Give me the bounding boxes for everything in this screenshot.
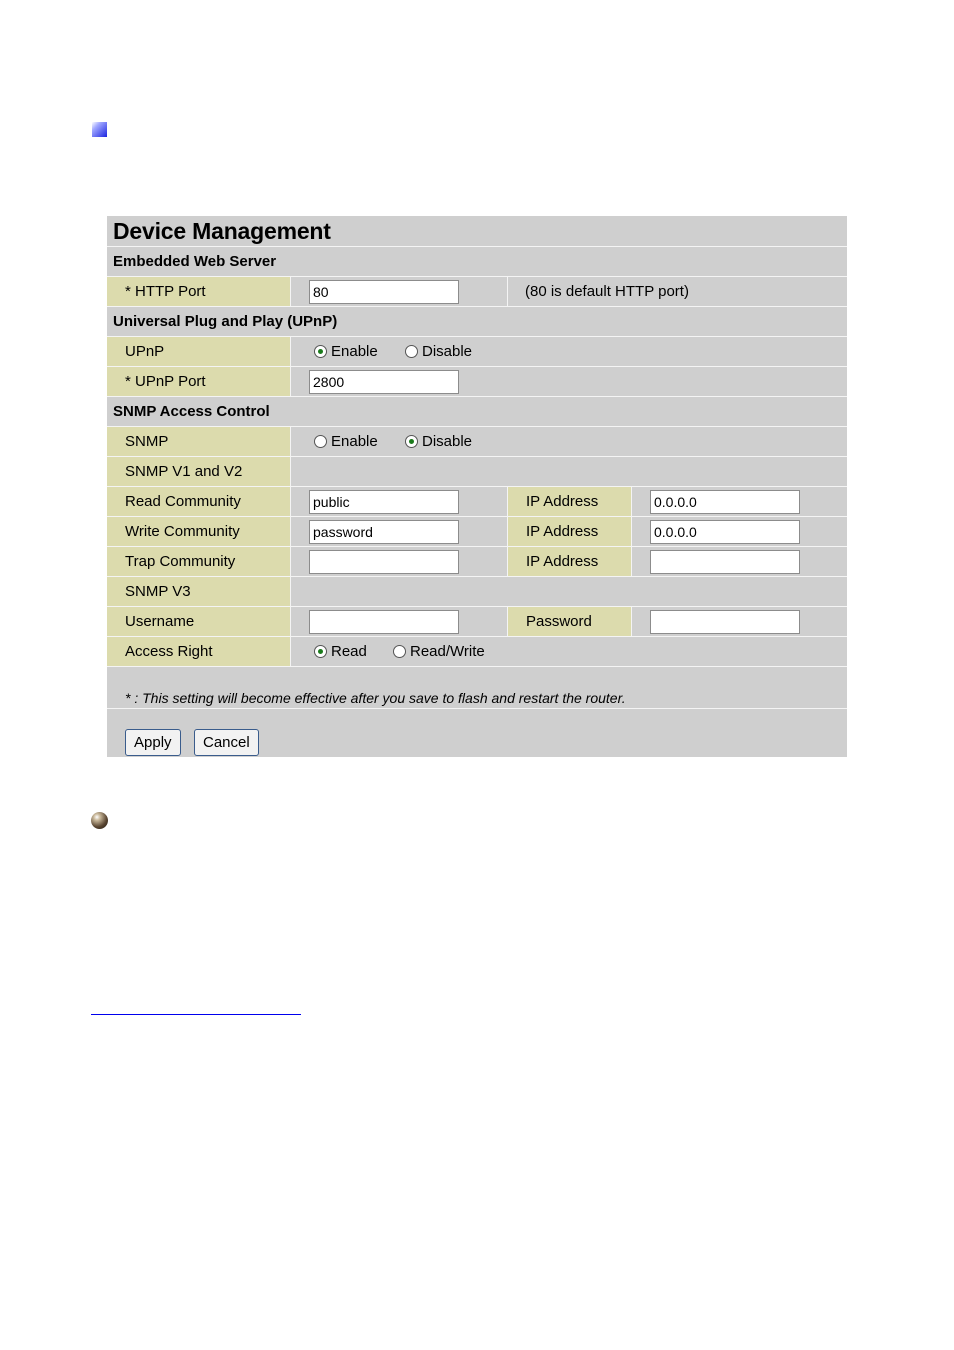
- snmp-enable-label: Enable: [331, 433, 378, 450]
- upnp-row: [107, 337, 847, 367]
- section-snmp: SNMP Access Control: [107, 397, 847, 427]
- upnp-enable-option[interactable]: [314, 337, 378, 366]
- username-input[interactable]: [309, 610, 459, 634]
- username-label: Username: [107, 607, 291, 636]
- write-community-row: [107, 517, 847, 547]
- access-read-label: Read: [331, 643, 367, 660]
- trap-community-row: [107, 547, 847, 577]
- read-community-row: [107, 487, 847, 517]
- write-ip-label: IP Address: [507, 517, 632, 546]
- section-upnp: Universal Plug and Play (UPnP): [107, 307, 847, 337]
- upnp-disable-label: Disable: [422, 343, 473, 360]
- access-readwrite-radio[interactable]: [393, 645, 406, 658]
- page-title: Device Management: [107, 216, 847, 247]
- access-readwrite-option[interactable]: [393, 637, 485, 666]
- snmp-v1v2-row: [107, 457, 847, 487]
- read-community-label: Read Community: [107, 487, 291, 516]
- snmp-v1v2-label: SNMP V1 and V2: [107, 457, 291, 486]
- snmp-v3-row: [107, 577, 847, 607]
- access-right-label: Access Right: [107, 637, 291, 666]
- divider: [507, 277, 508, 306]
- upnp-enable-radio[interactable]: [314, 345, 327, 358]
- read-ip-label: IP Address: [507, 487, 632, 516]
- write-community-input[interactable]: [309, 520, 459, 544]
- snmp-disable-label: Disable: [422, 433, 473, 450]
- http-port-note: (80 is default HTTP port): [525, 283, 689, 300]
- bullet-ball-icon: [91, 812, 108, 829]
- upnp-enable-label: Enable: [331, 343, 378, 360]
- apply-button[interactable]: Apply: [125, 729, 181, 756]
- password-label: Password: [507, 607, 632, 636]
- http-port-row: [107, 277, 847, 307]
- http-port-input[interactable]: [309, 280, 459, 304]
- snmp-row: [107, 427, 847, 457]
- trap-ip-label: IP Address: [507, 547, 632, 576]
- password-input[interactable]: [650, 610, 800, 634]
- trap-community-input[interactable]: [309, 550, 459, 574]
- section-embedded-web-server: Embedded Web Server: [107, 247, 847, 277]
- upnp-label: UPnP: [107, 337, 291, 366]
- trap-community-label: Trap Community: [107, 547, 291, 576]
- username-row: [107, 607, 847, 637]
- section-bullet-icon: [92, 122, 107, 137]
- read-ip-input[interactable]: [650, 490, 800, 514]
- snmp-disable-option[interactable]: [405, 427, 472, 456]
- snmp-label: SNMP: [107, 427, 291, 456]
- access-read-option[interactable]: [314, 637, 367, 666]
- access-readwrite-label: Read/Write: [410, 643, 485, 660]
- read-community-input[interactable]: [309, 490, 459, 514]
- trap-ip-input[interactable]: [650, 550, 800, 574]
- cancel-button[interactable]: Cancel: [194, 729, 259, 756]
- device-management-panel: [107, 216, 847, 757]
- snmp-enable-radio[interactable]: [314, 435, 327, 448]
- write-ip-input[interactable]: [650, 520, 800, 544]
- upnp-port-row: [107, 367, 847, 397]
- write-community-label: Write Community: [107, 517, 291, 546]
- upnp-port-label: * UPnP Port: [107, 367, 291, 396]
- restart-footnote: * : This setting will become effective after you save to flash and restart the router.: [107, 669, 847, 709]
- snmp-enable-option[interactable]: [314, 427, 378, 456]
- upnp-disable-radio[interactable]: [405, 345, 418, 358]
- snmp-disable-radio[interactable]: [405, 435, 418, 448]
- access-right-row: [107, 637, 847, 667]
- upnp-port-input[interactable]: [309, 370, 459, 394]
- http-port-label: * HTTP Port: [107, 277, 291, 306]
- link-underline[interactable]: [91, 1014, 301, 1015]
- access-read-radio[interactable]: [314, 645, 327, 658]
- snmp-v3-label: SNMP V3: [107, 577, 291, 606]
- upnp-disable-option[interactable]: [405, 337, 472, 366]
